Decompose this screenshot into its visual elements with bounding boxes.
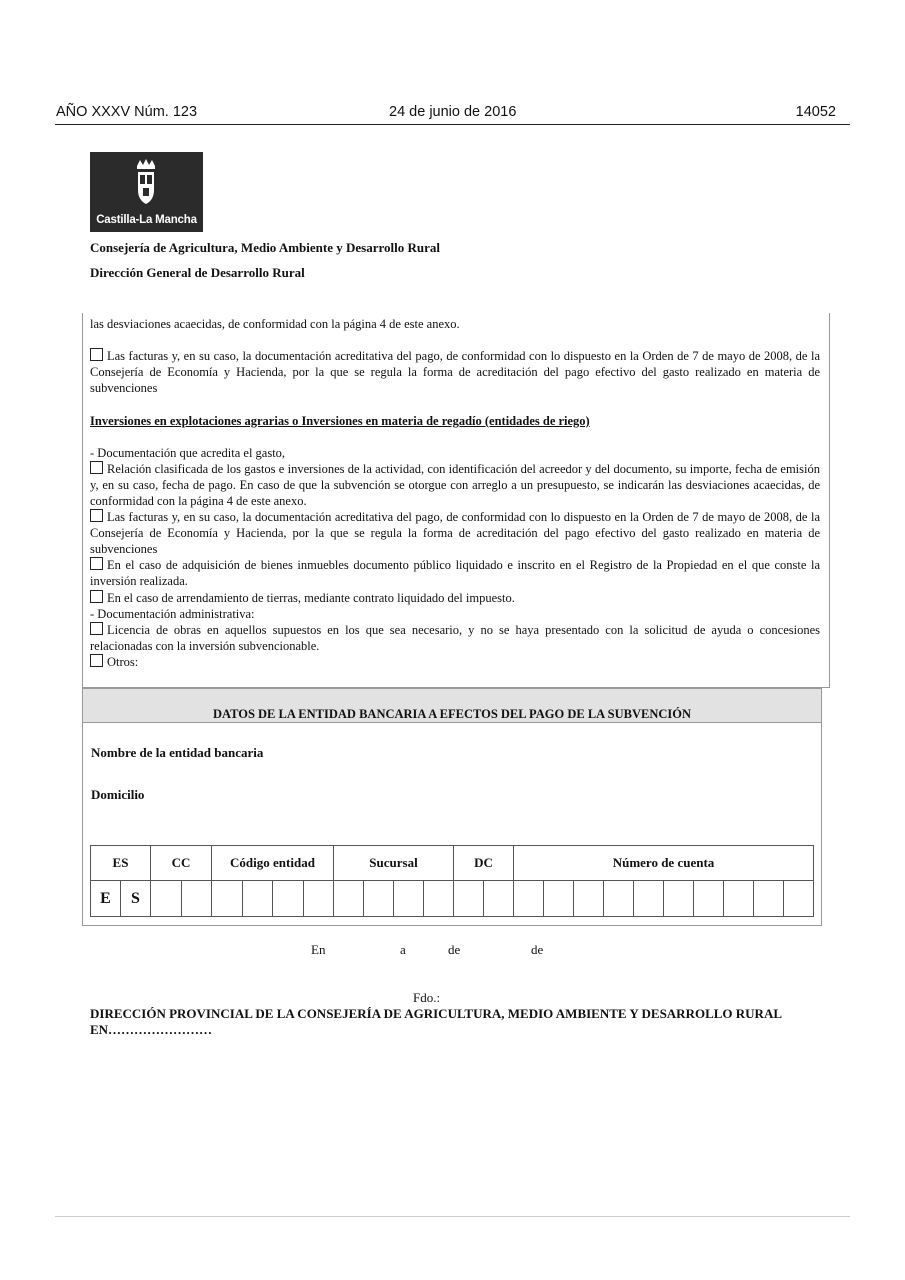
digit-cell[interactable] xyxy=(754,881,784,917)
checkbox[interactable] xyxy=(90,509,103,522)
date-label-de-1: de xyxy=(448,942,461,957)
coat-of-arms-icon xyxy=(134,158,158,206)
signature-label: Fdo.: xyxy=(413,990,441,1005)
account-number-table xyxy=(90,845,814,917)
digit-cell[interactable] xyxy=(634,881,664,917)
bank-details-box xyxy=(82,688,822,926)
checkbox-item-relacion: Relación clasificada de los gastos e inversiones de la actividad, con identificación del acreedor y del documento, su importe, fecha de emisión y, en su caso, fecha de pago. En caso de que la subvención se otorgue con arreglo a un presupuesto, se indicarán las desviaciones acaecidas, de conformidad con la página 4 de este anexo. xyxy=(90,462,820,508)
digit-cell[interactable] xyxy=(181,881,212,917)
checkbox[interactable] xyxy=(90,622,103,635)
checkbox-item-otros: Otros: xyxy=(90,654,820,670)
footer-divider xyxy=(55,1216,850,1217)
digit-cell[interactable] xyxy=(303,881,334,917)
checkbox-item-bienes: En el caso de adquisición de bienes inmuebles documento público liquidado e inscrito en el Registro de la Propiedad en el que conste la inversión realizada. xyxy=(90,558,820,588)
digit-cell[interactable] xyxy=(394,881,424,917)
place-label-en: En xyxy=(311,942,326,957)
col-dc: DC xyxy=(454,846,514,881)
issue-number: AÑO XXXV Núm. 123 xyxy=(56,104,198,120)
digit-cell: S xyxy=(121,881,151,917)
doc-gasto-label: - Documentación que acredita el gasto, xyxy=(90,446,286,460)
date-label-de-2: de xyxy=(531,942,544,957)
section-title: Inversiones en explotaciones agrarias o Inversiones en materia de regadío (entidades de riego) xyxy=(90,414,590,428)
checkbox-item-arrendamiento: En el caso de arrendamiento de tierras, mediante contrato liquidado del impuesto. xyxy=(90,590,820,606)
checkbox[interactable] xyxy=(90,557,103,570)
digit-cell: E xyxy=(91,881,121,917)
consejeria-name: Consejería de Agricultura, Medio Ambiente y Desarrollo Rural xyxy=(90,240,440,255)
bank-address-label: Domicilio xyxy=(91,787,145,802)
col-sucursal: Sucursal xyxy=(334,846,454,881)
digit-cell[interactable] xyxy=(514,881,544,917)
checkbox[interactable] xyxy=(90,654,103,667)
digit-cell[interactable] xyxy=(784,881,814,917)
bank-section-header xyxy=(83,689,821,723)
digit-cell[interactable] xyxy=(424,881,454,917)
paragraph-desviaciones: las desviaciones acaecidas, de conformidad con la página 4 de este anexo. xyxy=(90,317,460,331)
digit-cell[interactable] xyxy=(694,881,724,917)
checkbox-item-facturas-2: Las facturas y, en su caso, la documentación acreditativa del pago, de conformidad con lo dispuesto en la Orden de 7 de mayo de 2008, de la Consejería de Economía y Hacienda, por la que se regula la forma de acreditación del pago efectivo del gasto realizado en materia de subvenciones xyxy=(90,510,820,556)
castilla-la-mancha-logo xyxy=(90,152,203,232)
col-numero-cuenta: Número de cuenta xyxy=(514,846,814,881)
checkbox[interactable] xyxy=(90,348,103,361)
direccion-general-name: Dirección General de Desarrollo Rural xyxy=(90,265,305,280)
logo-text: Castilla-La Mancha xyxy=(96,214,197,226)
digit-cell[interactable] xyxy=(151,881,182,917)
date-label-a: a xyxy=(400,942,406,957)
page-header xyxy=(55,104,850,125)
digit-cell[interactable] xyxy=(212,881,243,917)
digit-cell[interactable] xyxy=(334,881,364,917)
col-cc: CC xyxy=(151,846,212,881)
recipient-direccion-provincial: DIRECCIÓN PROVINCIAL DE LA CONSEJERÍA DE AGRICULTURA, MEDIO AMBIENTE Y DESARROLLO RURAL EN…………………… xyxy=(90,1006,782,1037)
digit-cell[interactable] xyxy=(484,881,514,917)
digit-cell[interactable] xyxy=(273,881,304,917)
page-number: 14052 xyxy=(795,104,836,120)
checkbox[interactable] xyxy=(90,590,103,603)
checkbox-item-licencia: Licencia de obras en aquellos supuestos en los que sea necesario, y no se haya presentado con la solicitud de ayuda o concesiones relacionadas con la inversión subvencionable. xyxy=(90,623,820,653)
publication-date: 24 de junio de 2016 xyxy=(389,104,517,120)
digit-cell[interactable] xyxy=(664,881,694,917)
digit-cell[interactable] xyxy=(724,881,754,917)
digit-cell[interactable] xyxy=(604,881,634,917)
digit-cell[interactable] xyxy=(544,881,574,917)
col-es: ES xyxy=(91,846,151,881)
digit-cell[interactable] xyxy=(364,881,394,917)
bank-section-title: DATOS DE LA ENTIDAD BANCARIA A EFECTOS DEL PAGO DE LA SUBVENCIÓN xyxy=(212,707,691,721)
digit-cell[interactable] xyxy=(454,881,484,917)
checkbox[interactable] xyxy=(90,461,103,474)
col-codigo-entidad: Código entidad xyxy=(212,846,334,881)
doc-admin-label: - Documentación administrativa: xyxy=(90,607,255,621)
checkbox-item-facturas: Las facturas y, en su caso, la documentación acreditativa del pago, de conformidad con lo dispuesto en la Orden de 7 de mayo de 2008, de la Consejería de Economía y Hacienda, por la que se regula la forma de acreditación del pago efectivo del gasto realizado en materia de subvenciones xyxy=(90,349,820,395)
digit-cell[interactable] xyxy=(242,881,273,917)
digit-cell[interactable] xyxy=(574,881,604,917)
bank-name-label: Nombre de la entidad bancaria xyxy=(91,745,264,760)
